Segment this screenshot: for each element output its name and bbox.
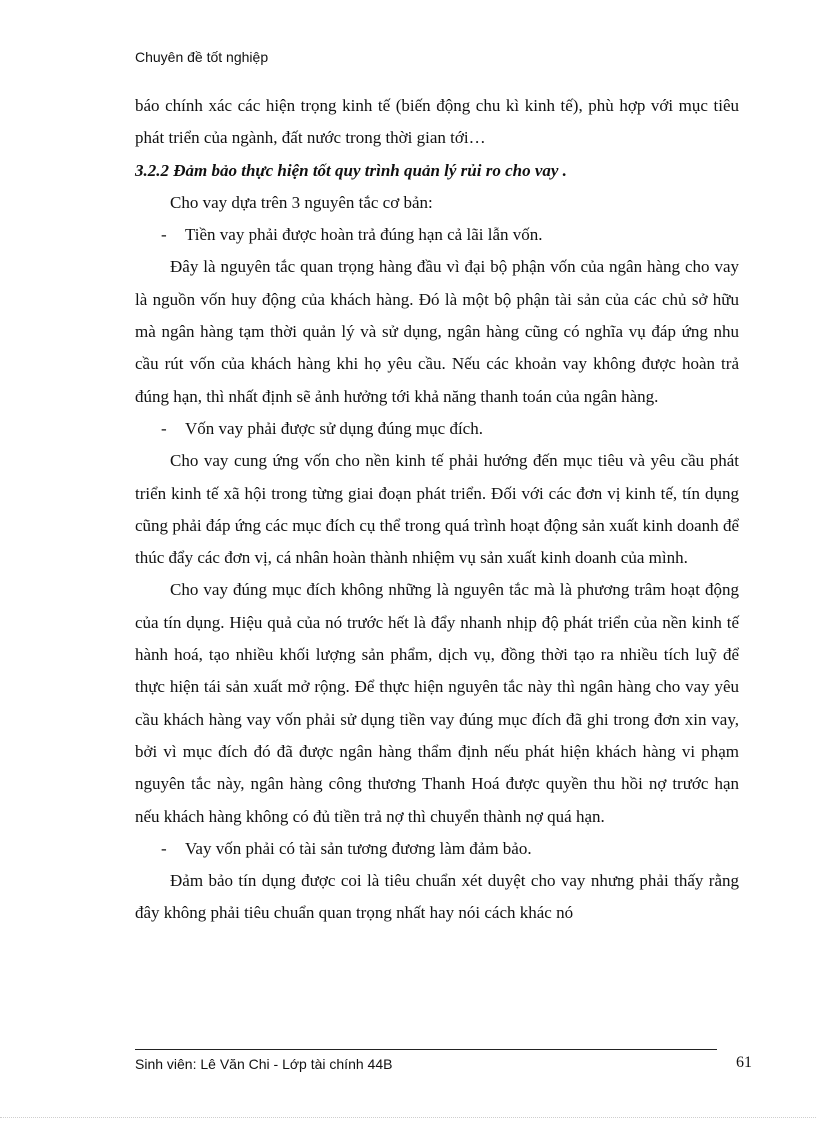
bullet-item — [135, 833, 739, 865]
paragraph: Cho vay cung ứng vốn cho nền kinh tế phải hướng đến mục tiêu và yêu cầu phát triển kinh tế xã hội trong từng giai đoạn phát triển. Đối với các đơn vị kinh tế, tín dụng cũng phải đáp ứng các mục đích cụ thể trong quá trình hoạt động sản xuất kinh doanh để thúc đẩy các đơn vị, cá nhân hoàn thành nhiệm vụ sản xuất kinh doanh của mình. — [135, 451, 739, 568]
footer-rule — [135, 1049, 717, 1050]
footer-student: Sinh viên: Lê Văn Chi - Lớp tài chính 44B — [135, 1056, 393, 1072]
bullet-item — [135, 219, 739, 251]
section-heading: 3.2.2 Đảm bảo thực hiện tốt quy trình quản lý rủi ro cho vay . — [135, 160, 567, 180]
page-header: Chuyên đề tốt nghiệp — [135, 49, 269, 65]
bullet-item — [135, 413, 739, 445]
page-edge-divider — [0, 1117, 816, 1118]
paragraph-intro: báo chính xác các hiện trọng kinh tế (biến động chu kì kinh tế), phù hợp với mục tiêu phát triển của ngành, đất nước trong thời gian tới… — [135, 96, 739, 148]
paragraph: Đảm bảo tín dụng được coi là tiêu chuẩn xét duyệt cho vay nhưng phải thấy rằng đây không phải tiêu chuẩn quan trọng nhất hay nói cách khác nó — [135, 871, 739, 923]
page-number: 61 — [736, 1054, 752, 1071]
bullet-dash: - — [161, 418, 167, 438]
bullet-text: Vốn vay phải được sử dụng đúng mục đích. — [185, 418, 483, 438]
document-body — [135, 90, 739, 930]
paragraph: Cho vay đúng mục đích không những là nguyên tắc mà là phương trâm hoạt động của tín dụng. Hiệu quả của nó trước hết là đẩy nhanh nhịp độ phát triển của nền kinh tế hành hoá, tạo nhiều khối lượng sản phẩm, dịch vụ, đồng thời tạo ra nhiều tích luỹ để thực hiện tái sản xuất mở rộng. Để thực hiện nguyên tắc này thì ngân hàng cho vay yêu cầu khách hàng vay vốn phải sử dụng tiền vay đúng mục đích đã ghi trong đơn xin vay, bởi vì mục đích đó đã được ngân hàng thẩm định nếu phát hiện khách hàng vi phạm nguyên tắc này, ngân hàng công thương Thanh Hoá được quyền thu hồi nợ trước hạn nếu khách hàng không có đủ tiền trả nợ thì chuyển thành nợ quá hạn. — [135, 580, 739, 826]
paragraph: Đây là nguyên tắc quan trọng hàng đầu vì đại bộ phận vốn của ngân hàng cho vay là nguồn vốn huy động của khách hàng. Đó là một bộ phận tài sản của các chủ sở hữu mà ngân hàng tạm thời quản lý và sử dụng, ngân hàng cũng có nghĩa vụ đáp ứng nhu cầu rút vốn của khách hàng khi họ yêu cầu. Nếu các khoản vay không được hoàn trả đúng hạn, thì nhất định sẽ ảnh hưởng tới khả năng thanh toán của ngân hàng. — [135, 257, 739, 406]
bullet-dash: - — [161, 838, 167, 858]
bullet-text: Tiền vay phải được hoàn trả đúng hạn cả lãi lẫn vốn. — [185, 225, 543, 245]
paragraph-principles: Cho vay dựa trên 3 nguyên tắc cơ bản: — [170, 192, 433, 212]
bullet-text: Vay vốn phải có tài sản tương đương làm đảm bảo. — [185, 838, 532, 858]
bullet-dash: - — [161, 225, 167, 245]
